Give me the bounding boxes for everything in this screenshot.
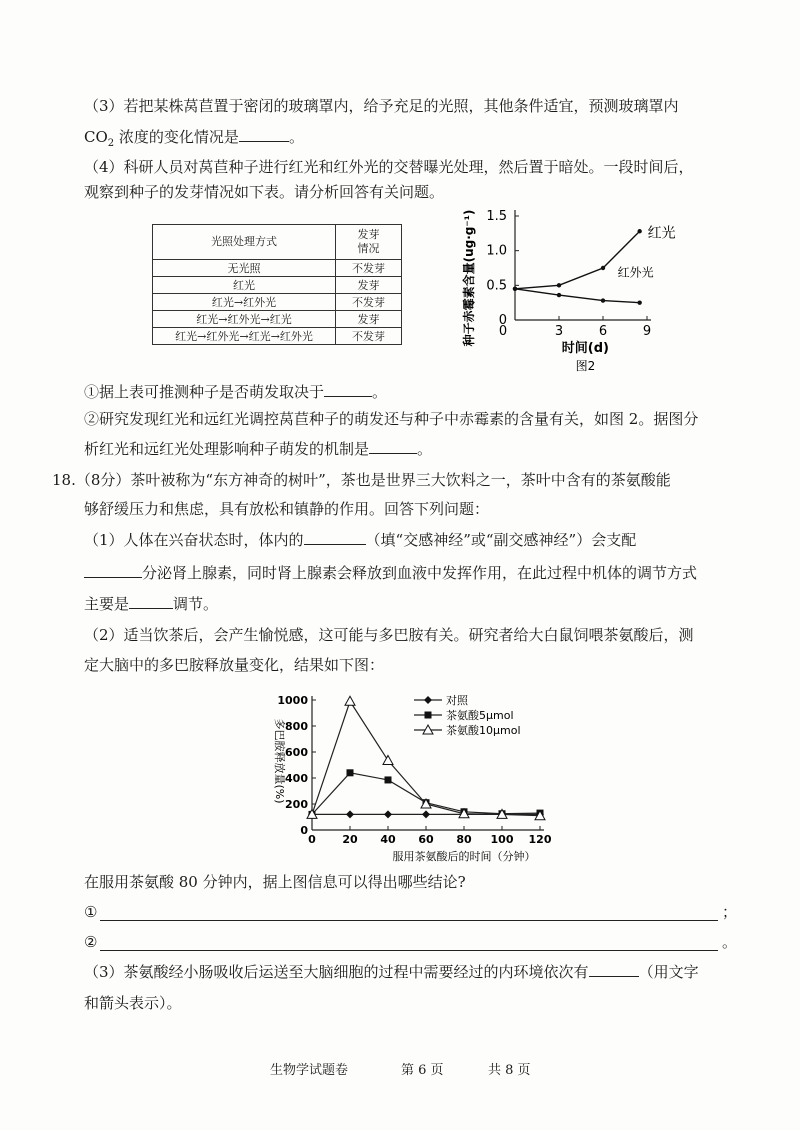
table-row: 红光→红外光→红光 发芽: [153, 311, 402, 328]
data-point: [557, 283, 561, 287]
series-line-red-light: [515, 231, 640, 289]
dopamine-release-chart: [258, 682, 568, 872]
q17-part3-text: 浓度的变化情况是: [114, 128, 239, 146]
figure2-gibberellin-chart: [455, 200, 715, 380]
q17-part4-line2: 观察到种子的发芽情况如下表。请分析回答有关问题。: [84, 183, 445, 201]
series-label: 红光: [647, 225, 676, 242]
y-tick-label: 0: [300, 824, 308, 837]
data-point: [601, 266, 605, 270]
data-point: [513, 287, 517, 291]
co2-text: CO: [84, 128, 108, 146]
y-tick-label: 600: [285, 746, 308, 759]
answer1-label: ①: [84, 903, 98, 921]
y-axis-label: 种子赤霉素含量(ug·g⁻¹): [462, 209, 476, 347]
q17-sub2-line1: ②研究发现红光和远红光调控莴苣种子的萌发还与种子中赤霉素的含量有关，如图 2。据图分: [84, 410, 699, 428]
q18-stem-line1: 18.（8分）茶叶被称为“东方神奇的树叶”，茶也是世界三大饮料之一，茶叶中含有的茶氨酸能: [52, 471, 671, 489]
q18-part2-question: 在服用茶氨酸 80 分钟内，据上图信息可以得出哪些结论?: [84, 873, 466, 891]
answer-blank[interactable]: [84, 563, 142, 578]
x-tick-label: 6: [598, 324, 608, 339]
q18-part1-line3: 主要是 调节。: [84, 595, 219, 613]
x-tick-label: 20: [342, 833, 358, 846]
germination-table: [152, 224, 402, 345]
answer-blank[interactable]: [129, 594, 173, 609]
y-tick-label: 200: [285, 798, 308, 811]
answer-blank[interactable]: [324, 382, 372, 397]
y-tick-label: 1000: [277, 694, 308, 707]
data-point: [347, 769, 354, 776]
data-point: [557, 293, 561, 297]
data-point: [383, 755, 393, 764]
q18-stem-line2: 够舒缓压力和焦虑，具有放松和镇静的作用。回答下列问题：: [84, 500, 490, 518]
footer-subject: 生物学试题卷: [270, 1063, 349, 1078]
q17-part3-line1: （3）若把某株莴苣置于密闭的玻璃罩内，给予充足的光照，其他条件适宜，预测玻璃罩内: [84, 97, 679, 115]
y-tick-label: 0: [498, 313, 507, 328]
x-tick-label: 0: [308, 833, 316, 846]
data-point: [345, 696, 355, 705]
x-tick-label: 120: [528, 833, 552, 846]
data-point: [601, 298, 605, 302]
x-tick-label: 9: [642, 324, 652, 339]
data-point: [422, 810, 430, 818]
table-row: 红光 发芽: [153, 277, 402, 294]
x-axis-label: 时间(d): [561, 341, 610, 356]
q18-part1-line1: （1）人体在兴奋状态时，体内的 （填“交感神经”或“副交感神经”）会支配: [84, 531, 637, 549]
answer1-line[interactable]: [100, 920, 718, 921]
table-header-result: 发芽 情况: [336, 225, 402, 260]
legend-marker: [425, 712, 432, 719]
q18-part3-line1: （3）茶氨酸经小肠吸收后运送至大脑细胞的过程中需要经过的内环境依次有 （用文字: [84, 963, 699, 981]
x-tick-label: 3: [554, 324, 564, 339]
answer-blank[interactable]: [369, 439, 417, 454]
q18-part2-line2: 定大脑中的多巴胺释放量变化，结果如下图：: [84, 656, 385, 674]
answer2-line[interactable]: [100, 950, 718, 951]
y-axis-label: 多巴胺释放量(%): [273, 718, 286, 804]
data-point: [637, 300, 641, 304]
x-tick-label: 60: [418, 833, 434, 846]
legend-label: 茶氨酸10μmol: [446, 724, 521, 737]
table-row: 红光→红外光→红光→红外光 不发芽: [153, 328, 402, 345]
data-point: [346, 810, 354, 818]
data-point: [385, 776, 392, 783]
x-tick-label: 0: [498, 324, 508, 339]
table-row: 红光→红外光 不发芽: [153, 294, 402, 311]
y-tick-label: 1.5: [486, 209, 507, 224]
answer2-end: 。: [722, 933, 738, 951]
q18-part1-line2: 分泌肾上腺素，同时肾上腺素会释放到血液中发挥作用，在此过程中机体的调节方式: [84, 563, 697, 583]
chart-title: 图2: [575, 359, 596, 373]
y-tick-label: 0.5: [486, 278, 507, 294]
q17-sub2-line2: 析红光和远红光处理影响种子萌发的机制是 。: [84, 440, 433, 458]
x-tick-label: 80: [456, 833, 472, 846]
y-tick-label: 400: [285, 772, 308, 785]
x-axis-label: 服用茶氨酸后的时间（分钟）: [392, 850, 536, 863]
x-tick-label: 100: [490, 833, 514, 846]
answer2-label: ②: [84, 933, 98, 951]
data-point: [384, 810, 392, 818]
series-label: 红外光: [617, 265, 654, 280]
answer-blank[interactable]: [589, 962, 639, 977]
table-row: 无光照 不发芽: [153, 260, 402, 277]
q17-part3-line2: [84, 127, 304, 154]
period: 。: [288, 128, 304, 146]
footer-page: 第 6 页: [401, 1063, 444, 1078]
table-header-treatment: 光照处理方式: [153, 225, 336, 260]
legend-marker: [424, 696, 432, 704]
q18-part3-line2: 和箭头表示）。: [84, 994, 182, 1012]
x-tick-label: 40: [380, 833, 396, 846]
legend-label: 茶氨酸5μmol: [446, 709, 514, 722]
answer-blank[interactable]: [239, 127, 289, 142]
legend-label: 对照: [446, 694, 468, 707]
co2-subscript: 2: [107, 138, 115, 149]
y-tick-label: 800: [285, 720, 308, 733]
answer-blank[interactable]: [304, 530, 366, 545]
footer-total: 共 8 页: [488, 1063, 531, 1078]
data-point: [637, 229, 641, 233]
answer1-end: ；: [722, 903, 738, 921]
q18-part2-line1: （2）适当饮茶后，会产生愉悦感，这可能与多巴胺有关。研究者给大白鼠饲喂茶氨酸后，测: [84, 626, 694, 644]
q17-part4-line1: （4）科研人员对莴苣种子进行红光和红外光的交替曝光处理，然后置于暗处。一段时间后，: [84, 158, 694, 176]
y-tick-label: 1.0: [486, 243, 507, 259]
series-line-far-red-light: [515, 289, 640, 303]
q17-sub1: ①据上表可推测种子是否萌发取决于 。: [84, 383, 388, 401]
